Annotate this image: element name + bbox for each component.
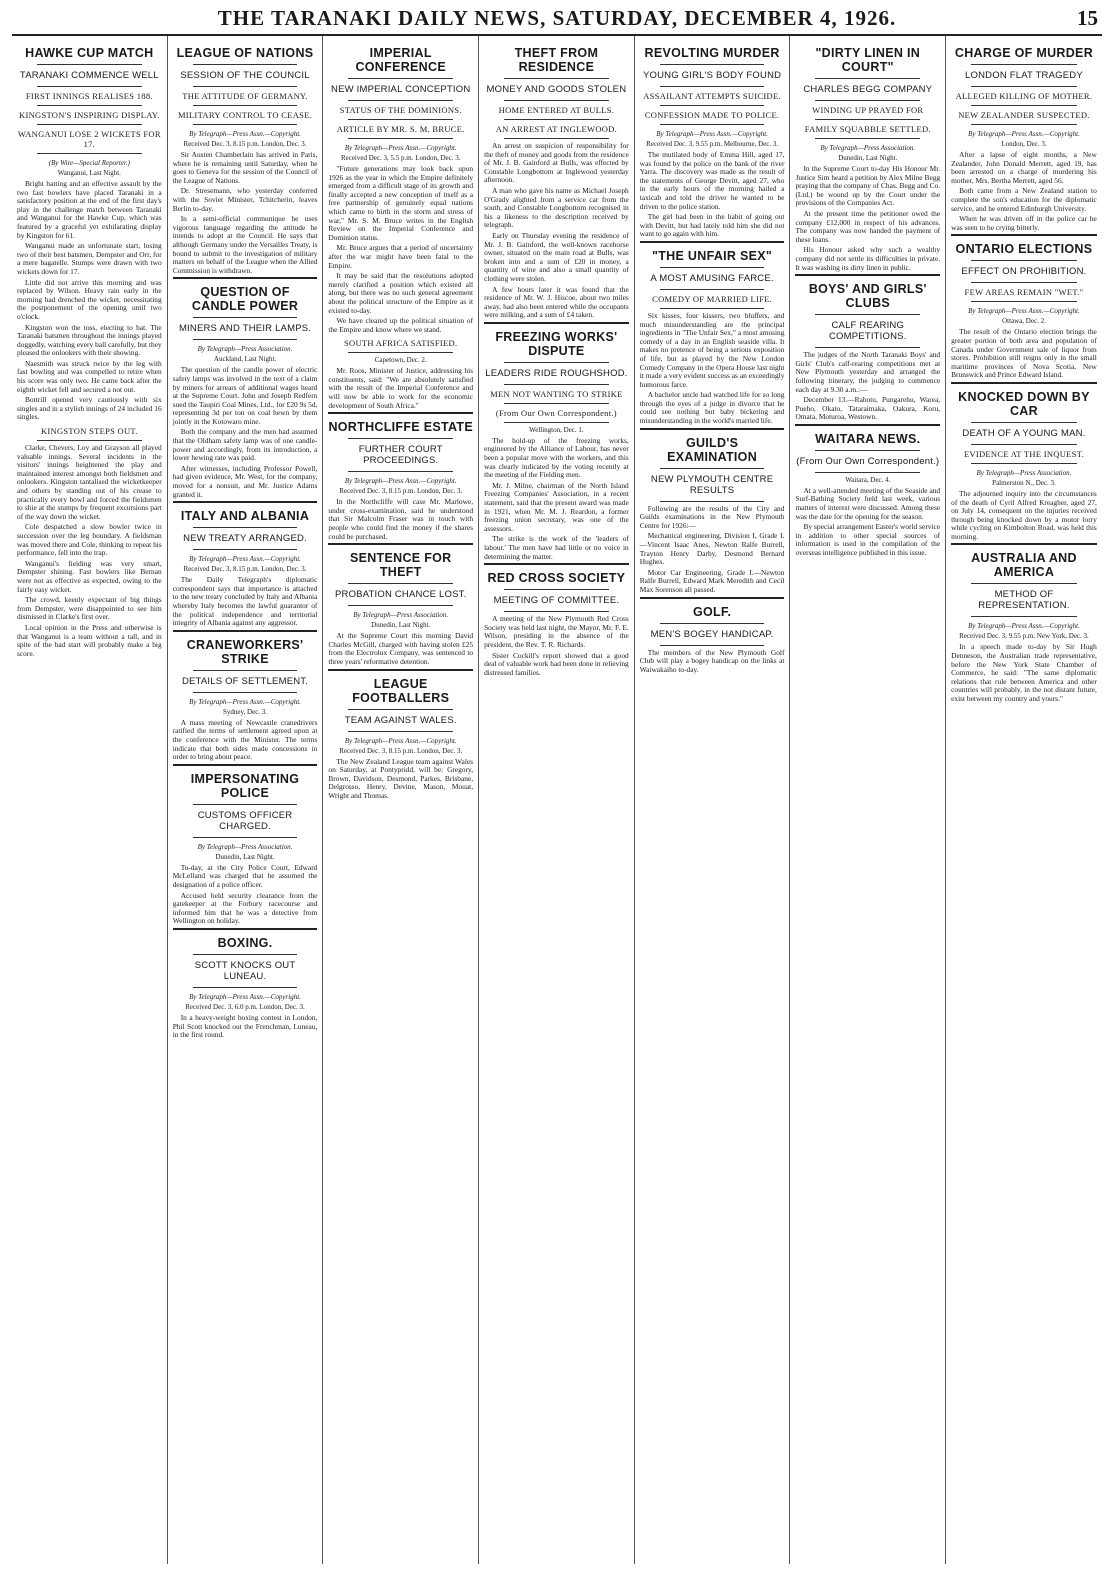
divider: [348, 438, 453, 439]
divider: [193, 692, 298, 693]
article-subheading: PROBATION CHANCE LOST.: [334, 589, 467, 601]
divider: [660, 64, 765, 65]
divider: [193, 804, 298, 805]
divider: [348, 709, 453, 710]
article-headline: BOYS' AND GIRLS' CLUBS: [808, 282, 927, 311]
article-received: Received Dec. 3, 8.15 p.m. London, Dec. 3.: [339, 487, 463, 496]
article-subheading: MINERS AND THEIR LAMPS.: [178, 323, 312, 335]
column-4: [479, 36, 635, 1564]
divider: [971, 86, 1077, 87]
divider: [348, 78, 453, 79]
article-paragraph: December 13.—Rahotu, Pungarehu, Warea, Pueho, Okato, Tataraimaka, Oakura, Koru, Omata, Moturoa, Westown.: [795, 395, 941, 422]
article-dateline: By Telegraph—Press Assn.—Copyright.: [968, 622, 1080, 631]
article-headline: GUILD'S EXAMINATION: [667, 435, 758, 464]
article-headline: GOLF.: [692, 604, 732, 619]
article: [328, 338, 473, 410]
article: [640, 597, 785, 675]
article-paragraph: A bachelor uncle had watched life for so long through the eyes of a judge in divorce that he could see nothing but baby bickering and misunderstanding in the world's married life.: [639, 390, 785, 426]
article-subheading: MEETING OF COMMITTEE.: [493, 595, 620, 607]
divider: [971, 583, 1077, 584]
article: [328, 412, 473, 541]
divider: [193, 339, 298, 340]
divider: [193, 527, 298, 528]
article-subheading: MEN'S BOGEY HANDICAP.: [650, 628, 774, 640]
article-dateline: By Telegraph—Press Assn.—Copyright.: [656, 130, 768, 138]
article-paragraph: Sir Austen Chamberlain has arrived in Paris, where he is remaining until Saturday, when he goes to Geneva for the session of the Council of the League of Nations.: [172, 150, 318, 185]
article-paragraph: Bottrill opened very cautiously with six singles and in a stylish innings of 24 included 16 singles.: [17, 395, 162, 422]
divider: [193, 837, 298, 838]
article-headline: AUSTRALIA AND AMERICA: [971, 551, 1077, 580]
divider: [660, 468, 765, 469]
divider: [193, 86, 298, 87]
divider: [815, 138, 920, 139]
article-received: Received Dec. 3, 6.0 p.m. London, Dec. 3.: [185, 1002, 305, 1011]
article-subheading: MILITARY CONTROL TO CEASE.: [177, 110, 313, 120]
page-number: 15: [1077, 6, 1098, 30]
article-paragraph: A mass meeting of Newcastle cranedrivers ratified the terms of settlement agreed upon at the conference with the Minister. The terms indicate that both sides made concessions in order to bring about peace.: [172, 717, 318, 762]
article-subheading: METHOD OF REPRESENTATION.: [978, 589, 1070, 612]
article-paragraph: A meeting of the New Plymouth Red Cross Society was held last night, the Mayor, Mr. F. E. Wilson, presiding in the absence of the president, the Rev. T. R. Richards.: [484, 614, 629, 649]
article-dateline: By Telegraph—Press Assn.—Copyright.: [189, 555, 301, 564]
divider: [348, 731, 453, 732]
article-subheading: EVIDENCE AT THE INQUEST.: [963, 448, 1084, 459]
article-paragraph: The adjourned inquiry into the circumstances of the death of Cyril Alfred Kreagher, aged 27, on July 14, consequent on the injuries received through being knocked down by a motor lorry while cycling on Kimbolton Road, was held this morning.: [951, 488, 1097, 541]
article-received: Dunedin, Last Night.: [215, 852, 275, 861]
article-paragraph: Little did not arrive this morning and was replaced by Wilson. Heavy rain early in the morning had drenched the wicket, necessitating the postponement of the opening until two o'clock.: [17, 277, 162, 321]
article: [640, 46, 785, 239]
article-subheading: WINDING UP PRAYED FOR: [812, 105, 924, 115]
article-received: Ottawa, Dec. 2.: [1002, 317, 1046, 326]
article-subheading: AN ARREST AT INGLEWOOD.: [495, 124, 618, 134]
article-received: Dunedin, Last Night.: [838, 154, 898, 162]
article-paragraph: In a speech made to-day by Sir Hugh Denneson, the Australian trade representative, before the New York State Chamber of Commerce, he said: "The same diplomatic relations that rule between America and other countries will probably, in the not distant future, exist between my country and yours.": [951, 642, 1097, 704]
article-received: Received Dec. 3, 9.55 p.m. New York, Dec. 3.: [959, 632, 1089, 641]
article-dateline: By Telegraph—Press Assn.—Copyright.: [189, 130, 301, 138]
divider: [971, 282, 1077, 283]
article-subheading: KINGSTON STEPS OUT.: [40, 426, 138, 437]
article-received: Wanganui, Last Night.: [57, 169, 121, 177]
article-dateline: By Telegraph—Press Association.: [353, 611, 449, 620]
divider: [348, 605, 453, 606]
article: [951, 46, 1097, 232]
divider: [37, 124, 142, 125]
article-paragraph: In the Northcliffe will case Mr. Marlowe, under cross-examination, said he understood that Sir Malcolm Fraser was in touch with people who could find the money if the shares could be purchased.: [328, 497, 474, 541]
article-paragraph: At the Supreme Court this morning David Charles McGill, charged with having stolen £25 from the Electrolux Company, was sentenced to three years' reformative detention.: [328, 631, 474, 666]
column-7: [946, 36, 1102, 1564]
article: [640, 428, 785, 595]
divider: [660, 289, 765, 290]
article-received: Received Dec. 3, 8.15 p.m. London, Dec. 3.: [183, 565, 307, 574]
article-paragraph: Accused held security clearance from the gatekeeper at the Forbury racecourse and informed him that he was a detective from Wellington on holiday.: [172, 890, 318, 926]
article-paragraph: Mr. Roos, Minister of Justice, addressing his constituents, said: "We are absolutely satisfied with the result of the Imperial Conference and will now be able to work for the economic development of South Africa.": [328, 366, 474, 410]
article-subheading: WANGANUI LOSE 2 WICKETS FOR 17.: [17, 129, 161, 149]
article-subheading: EFFECT ON PROHIBITION.: [961, 266, 1087, 278]
article-paragraph: The strike is the work of the 'leaders of labour.' The men have had little or no voice in determining the matter.: [484, 534, 629, 561]
divider: [193, 549, 298, 550]
article-dateline: By Telegraph—Press Association.: [197, 842, 293, 851]
article-headline: IMPERIAL CONFERENCE: [355, 46, 446, 74]
article-subheading: SESSION OF THE COUNCIL: [180, 70, 310, 81]
article-received: Received Dec. 3, 8.15 p.m. London, Dec. 3.: [339, 746, 463, 755]
article-subheading: KINGSTON'S INSPIRING DISPLAY.: [19, 110, 160, 120]
divider: [660, 267, 765, 268]
article-paragraph: Kingston won the toss, electing to bat. The Taranaki batsmen throughout the innings played doggedly, watching every ball carefully, but they pleased the onlookers with their showing.: [17, 322, 162, 358]
article-subheading: ARTICLE BY MR. S. M. BRUCE.: [336, 124, 465, 134]
article-subheading: DETAILS OF SETTLEMENT.: [181, 675, 309, 687]
divider: [660, 86, 765, 87]
article-paragraph: "Future generations may look back upon 1926 as the year in which the Empire definitely emerged from a difficult stage of its growth and finally accepted a new conception of itself as a free partnership of genuinely equal nations which came to birth in the storm and stress of war," Mr. S. M. Bruce writes in the English Review on the Imperial Conference and Dominion status.: [328, 164, 474, 242]
article-paragraph: The Daily Telegraph's diplomatic correspondent says that importance is attached to the new treaty concluded by Italy and Albania whereby Italy becomes the lawful guarantor of the political independence and territorial integrity of Albania against any aggressor.: [172, 575, 318, 628]
column-6: [790, 36, 946, 1564]
article-headline: KNOCKED DOWN BY CAR: [958, 389, 1090, 418]
article: [640, 241, 785, 426]
article-subheading: FAMILY SQUABBLE SETTLED.: [804, 124, 931, 134]
article-paragraph: The crowd, keenly expectant of big things from Dempster, were disappointed to see him dismissed in Clarke's first over.: [17, 595, 162, 622]
article-dateline: By Telegraph—Press Assn.—Copyright.: [189, 697, 301, 706]
article: [328, 669, 473, 801]
article-paragraph: Mechanical engineering, Division I, Grade I.—Vincent Isaac Anes, Newton Ralfe Burrell, Trayton Henry Darby, Desmond Bernard Hughes.: [639, 531, 785, 567]
article-subheading: ASSAILANT ATTEMPTS SUICIDE.: [643, 91, 781, 101]
article-received: Sydney, Dec. 3.: [222, 707, 268, 716]
article-subheading: SCOTT KNOCKS OUT LUNEAU.: [194, 959, 296, 982]
article-subheading: FEW AREAS REMAIN "WET.": [964, 287, 1084, 298]
article-subheading: DEATH OF A YOUNG MAN.: [962, 427, 1086, 439]
article-paragraph: A man who gave his name as Michael Joseph O'Grady alighted from a service car from the south, and Constable Longbottom recognised in his a likeness to the description received by telegraph.: [484, 185, 629, 230]
article: [173, 501, 318, 628]
article-paragraph: After witnesses, including Professor Powell, had given evidence, Mr. West, for the company, moved for a nonsuit, and Mr. Justice Adams granted it.: [172, 463, 318, 499]
article-paragraph: The New Zealand League team against Wales on Saturday, at Pontypridd, will be: Gregory, Brown, Davidson, Desmond, Parkes, Brisbane, Delgrosso, Henry, Devine, Mason, Mouat, Wright and Thomas.: [328, 756, 474, 800]
article-paragraph: The result of the Ontario election brings the greater portion of both area and population of Canada under Government sale of liquor from stores. Prohibition still reigns only in the small maritime provinces of Nova Scotia, New Brunswick and Prince Edward Island.: [951, 327, 1097, 380]
article: [951, 543, 1097, 703]
article-subheading: SOUTH AFRICA SATISFIED.: [344, 338, 458, 349]
article-headline: SENTENCE FOR THEFT: [349, 551, 452, 580]
divider: [348, 138, 453, 139]
article-dateline: By Telegraph—Press Assn.—Copyright.: [344, 477, 457, 486]
article-paragraph: The girl had been in the habit of going out with Devitt, but had lately told him she did not want to go again with him.: [639, 212, 785, 239]
article-subheading: CUSTOMS OFFICER CHARGED.: [197, 809, 293, 832]
article-subheading: MONEY AND GOODS STOLEN: [486, 84, 627, 95]
article: [173, 630, 318, 762]
article-headline: BOXING.: [217, 935, 273, 950]
article-paragraph: Early on Thursday evening the residence of Mr. J. B. Gainford, the well-known racehorse owner, situated on the main road at Bulls, was broken into and a sum of £20 in money, a quantity of wine and also a small quantity of clothing were stolen.: [484, 230, 629, 283]
article-headline: FREEZING WORKS' DISPUTE: [495, 329, 618, 358]
divider: [971, 124, 1077, 125]
article-headline: "THE UNFAIR SEX": [652, 248, 773, 263]
article-paragraph: In a semi-official communique he uses vigorous language regarding the attitude he intends to adopt at the Council. He says that although Germany under the Versailles Treaty, is bound to submit to the investigation of military matters on behalf of the League when the Allied Commission is withdrawn.: [172, 214, 318, 275]
article-paragraph: Mr. Bruce argues that a period of uncertainty after the war might have been fatal to the Empire.: [328, 243, 474, 270]
divider: [348, 583, 453, 584]
divider: [504, 422, 609, 423]
article-subheading: LEADERS RIDE ROUGHSHOD.: [485, 367, 628, 379]
article-headline: ONTARIO ELECTIONS: [955, 242, 1093, 257]
divider: [37, 64, 142, 65]
newspaper-page: [12, 0, 1102, 1569]
article-paragraph: By special arrangement Easter's world service in addition to other special sources of information is used in the compilation of the overseas intelligence published in this issue.: [795, 522, 941, 558]
article-subheading: A MOST AMUSING FARCE.: [650, 272, 774, 284]
article-subheading: CHARLES BEGG COMPANY: [803, 84, 933, 95]
divider: [971, 301, 1077, 302]
article-subheading: LONDON FLAT TRAGEDY: [965, 70, 1083, 81]
article-paragraph: At a well-attended meeting of the Seaside and Surf-Bathing Society held last week, various matters of interest were discussed. Among these was the date for the opening for the season.: [795, 485, 941, 521]
article-paragraph: Wanganui's fielding was very smart, Dempster shining. Fast bowlers like Bernan were not as effective as expected, owing to the fairly easy wicket.: [17, 558, 162, 594]
article-subheading: (From Our Own Correspondent.): [796, 455, 940, 467]
article: [795, 424, 940, 558]
article-received: Received Dec. 3, 8.15 p.m. London, Dec. 3.: [183, 140, 307, 148]
divider: [660, 308, 765, 309]
article-paragraph: It may be said that the resolutions adopted merely clarified a position which existed all along, but there was no such general agreement about the political structure of the Empire as it existed to-day.: [328, 271, 474, 315]
article-received: Palmerston N., Dec. 3.: [992, 478, 1056, 487]
article-subheading: FIRST INNINGS REALISES 188.: [25, 91, 153, 101]
divider: [348, 119, 453, 120]
article: [328, 543, 473, 666]
divider: [815, 314, 920, 315]
article: [484, 563, 629, 677]
article-received: Dunedin, Last Night.: [371, 621, 431, 630]
divider: [37, 440, 142, 441]
divider: [504, 611, 609, 612]
article-paragraph: A few hours later it was found that the residence of Mr. W. J. Hiscoe, about two miles away, had also been entered while the occupants were milking, and a sum of £4 taken.: [484, 284, 629, 320]
article-subheading: STATUS OF THE DOMINIONS.: [339, 105, 462, 115]
divider: [37, 105, 142, 106]
divider: [37, 153, 142, 154]
divider: [193, 670, 298, 671]
divider: [193, 317, 298, 318]
divider: [660, 105, 765, 106]
article-headline: "DIRTY LINEN IN COURT": [815, 46, 921, 74]
article: [795, 274, 940, 422]
divider: [193, 124, 298, 125]
article-headline: IMPERSONATING POLICE: [190, 771, 300, 800]
article-subheading: NEW ZEALANDER SUSPECTED.: [958, 110, 1090, 120]
masthead-title: THE TARANAKI DAILY NEWS, SATURDAY, DECEMBER 4, 1926.: [217, 6, 897, 30]
divider: [504, 362, 609, 363]
divider: [504, 589, 609, 590]
article-paragraph: Mr. J. Milne, chairman of the North Island Freezing Companies' Association, in a recent statement, said that the present award was made in 1921, when Mr. M. J. Reardon, a former freezing union secretary, was one of the assessors.: [484, 480, 629, 533]
article-subheading: (From Our Own Correspondent.): [495, 407, 617, 418]
article-paragraph: The judges of the North Taranaki Boys' and Girls' Club's calf-rearing competitions met at New Plymouth yesterday and arranged the following itinerary, the judging to commence each day at 9.30 a.m.:—: [795, 350, 941, 394]
column-2: [168, 36, 324, 1564]
article-headline: NORTHCLIFFE ESTATE: [328, 420, 473, 435]
article-dateline: By Telegraph—Press Assn.—Copyright.: [968, 307, 1080, 316]
article: [173, 277, 318, 499]
masthead: [12, 0, 1102, 36]
article: [173, 764, 318, 926]
divider: [660, 501, 765, 502]
article-dateline: By Telegraph—Press Association.: [820, 144, 916, 152]
divider: [971, 444, 1077, 445]
article-subheading: ALLEGED KILLING OF MOTHER.: [955, 91, 1093, 101]
divider: [660, 124, 765, 125]
article: [484, 46, 629, 320]
article-paragraph: Six kisses, four kissers, two bluffers, and much misunderstanding are the principal ingredients in "The Unfair Sex," a most amusing comedy of a day in an English seaside villa. It makes no pretence of being a serious exposition of life, but as played by the New London Comedy Company in the Opera House last night it made a very evident success as an exceedingly humorous farce.: [639, 310, 785, 389]
article-received: Received Dec. 3, 5.5 p.m. London, Dec. 3.: [340, 154, 461, 162]
article-subheading: CONFESSION MADE TO POLICE.: [644, 110, 780, 120]
article-paragraph: The members of the New Plymouth Golf Club will play a bogey handicap on the links at Waiwakaiho to-day.: [639, 647, 785, 674]
article-subheading: FURTHER COURT PROCEEDINGS.: [358, 444, 443, 467]
divider: [193, 105, 298, 106]
article-paragraph: Both came from a New Zealand station to complete the son's education for the diplomatic service, and he entered Edinburgh University.: [951, 186, 1097, 213]
divider: [193, 987, 298, 988]
divider: [815, 472, 920, 473]
article-headline: CHARGE OF MURDER: [954, 46, 1094, 60]
article-subheading: YOUNG GIRL'S BODY FOUND: [642, 70, 782, 81]
article-subheading: NEW TREATY ARRANGED.: [183, 533, 307, 545]
article-paragraph: After a lapse of eight months, a New Zealander, John Donald Merrett, aged 19, has been arrested on a charge of murdering his mother, Mrs. Bertha Merrett, aged 56.: [951, 150, 1097, 185]
article-headline: HAWKE CUP MATCH: [25, 46, 154, 60]
article-subheading: THE ATTITUDE OF GERMANY.: [182, 91, 308, 101]
divider: [193, 64, 298, 65]
article-paragraph: Bright batting and an effective assault by the two fast bowlers have placed Taranaki in a satisfactory position at the end of the first day's play in the challenge match between Taranaki and Wanganui for the Hawke Cup, which was featured by a graceful yet exhilarating display by Kingston for 61.: [17, 179, 162, 240]
divider: [815, 100, 920, 101]
article-headline: QUESTION OF CANDLE POWER: [191, 285, 299, 314]
divider: [193, 954, 298, 955]
article-dateline: By Telegraph—Press Association.: [976, 468, 1072, 477]
article-headline: REVOLTING MURDER: [644, 46, 780, 60]
article-dateline: By Telegraph—Press Assn.—Copyright.: [344, 144, 457, 152]
columns: [12, 36, 1102, 1564]
article-subheading: CALF REARING COMPETITIONS.: [829, 320, 907, 343]
article-received: Wellington, Dec. 1.: [529, 425, 584, 434]
article-paragraph: The question of the candle power of electric safety lamps was involved in the text of a claim by miners for arrears of additional wages heard at the Supreme Court. John and Joseph Redfern sued the Taupiri Coal Mines, Ltd., for £20 9s 5d, representing 3d per ton on coal hewn by them jointly in the Kotowaro mine.: [172, 365, 318, 426]
article-subheading: NEW PLYMOUTH CENTRE RESULTS: [650, 473, 774, 496]
divider: [971, 422, 1077, 423]
article-subheading: COMEDY OF MARRIED LIFE.: [652, 293, 773, 304]
article-dateline: By Telegraph—Press Assn.—Copyright.: [189, 992, 301, 1001]
article-paragraph: Cole despatched a slow bowler twice in succession over the leg boundary. A fieldsman was moved there and Cole, thinking to repeat his performance, fell into the trap.: [17, 522, 162, 558]
article-received: Auckland, Last Night.: [213, 355, 277, 364]
article-paragraph: To-day, at the City Police Court, Edward McLelland was charged that he assumed the designation of a police officer.: [172, 862, 318, 889]
divider: [504, 403, 609, 404]
divider: [504, 100, 609, 101]
article-paragraph: Dr. Stresemann, who yesterday conferred with the Soviet Minister, Tchitcherin, leaves Berlin to-day.: [172, 186, 318, 213]
article: [173, 46, 318, 275]
divider: [660, 623, 765, 624]
article-dateline: By Telegraph—Press Association.: [197, 345, 293, 354]
article-headline: WAITARA NEWS.: [815, 431, 921, 446]
divider: [348, 352, 453, 353]
article: [951, 382, 1097, 542]
article-paragraph: At the present time the petitioner owed the company £12,000 in respect of his advances. The company was now handed the payment of these loans.: [795, 208, 941, 244]
divider: [815, 78, 920, 79]
article-paragraph: Naesmith was struck twice by the leg with fast bowling and was compelled to retire when his score was only two. He came back after the eighth wicket fell and secured a not out.: [17, 358, 162, 394]
divider: [504, 138, 609, 139]
article-headline: LEAGUE OF NATIONS: [176, 46, 314, 60]
article-dateline: By Telegraph—Press Assn.—Copyright.: [344, 736, 457, 745]
divider: [971, 616, 1077, 617]
article-paragraph: We have cleared up the political situation of the Empire and know where we stand.: [328, 316, 474, 334]
article-subheading: TEAM AGAINST WALES.: [344, 714, 457, 726]
article-paragraph: Sister Cockill's report showed that a good deal of valuable work had been done in relieving distressed families.: [484, 650, 629, 677]
article-headline: CRANEWORKERS' STRIKE: [186, 637, 304, 666]
article-paragraph: The mutilated body of Emma Hill, aged 17, was found by the police on the bank of the river Yarra. The discovery was made as the result of the statements of George Devitt, aged 27, who in the early hours of the morning hailed a taxicab and told the driver he wanted to be driven to the police station.: [639, 150, 785, 211]
article: [173, 928, 318, 1040]
article-paragraph: Motor Car Engineering, Grade I.—Newton Ralfe Burrell, Edward Mark Meredith and Cecil Max Sorenson all passed.: [639, 567, 785, 594]
article-subheading: MEN NOT WANTING TO STRIKE: [490, 388, 623, 399]
article-paragraph: His Honour asked why such a wealthy company did not settle its difficulties in private. It was washing its dirty linen in public.: [795, 245, 941, 272]
article-headline: ITALY AND ALBANIA: [180, 509, 310, 524]
article-received: Waitara, Dec. 4.: [845, 475, 891, 484]
column-3: [323, 36, 479, 1564]
column-1: [12, 36, 168, 1564]
divider: [504, 384, 609, 385]
article-received: Received Dec. 3, 9.55 p.m. Melbourne, Dec. 3.: [646, 140, 779, 148]
divider: [971, 260, 1077, 261]
article-received: London, Dec. 3.: [1001, 140, 1047, 148]
article-subheading: TARANAKI COMMENCE WELL: [19, 70, 159, 81]
article-subheading: HOME ENTERED AT BULLS.: [498, 105, 615, 115]
article-headline: LEAGUE FOOTBALLERS: [352, 676, 450, 705]
article-headline: THEFT FROM RESIDENCE: [514, 46, 599, 74]
article: [795, 46, 940, 272]
divider: [348, 471, 453, 472]
article-paragraph: The hold-up of the freezing works, engineered by the Alliance of Labour, has never been a popular move with the workers, and this was clearly indicated by the voting recently at the meeting of the Fielding men.: [484, 435, 629, 480]
article-headline: RED CROSS SOCIETY: [487, 571, 626, 586]
divider: [504, 78, 609, 79]
divider: [971, 463, 1077, 464]
article: [17, 426, 162, 658]
divider: [815, 347, 920, 348]
divider: [660, 645, 765, 646]
article-dateline: By Telegraph—Press Assn.—Copyright.: [968, 130, 1080, 138]
column-5: [635, 36, 791, 1564]
article: [17, 46, 162, 422]
article-paragraph: In the Supreme Court to-day His Honour Mr. Justice Sim heard a petition by Alex Milne Begg praying that the company of Chas. Begg and Co. (Ltd.) be wound up by the Court under the provisions of the Companies Act.: [795, 164, 941, 208]
article-paragraph: Both the company and the men had assumed that the Oldham safety lamp was of one candle-power and accordingly, from its introduction, a lower hewing rate was paid.: [172, 427, 318, 463]
article-received: Capetown, Dec. 2.: [374, 356, 427, 365]
divider: [815, 119, 920, 120]
article-paragraph: When he was driven off in the police car he was seen to be crying bitterly.: [951, 214, 1097, 232]
article: [328, 46, 473, 334]
article-paragraph: An arrest on suspicion of responsibility for the theft of money and goods from the residence of Mr. J. B. Gainford at Bulls, was effected by Constable Longbottom at Inglewood yesterday afternoon.: [484, 141, 629, 185]
article: [951, 234, 1097, 380]
divider: [348, 100, 453, 101]
article-paragraph: Following are the results of the City and Guilds examinations in the New Plymouth Centre for 1926:—: [639, 503, 785, 530]
divider: [815, 450, 920, 451]
article: [484, 322, 629, 561]
divider: [971, 64, 1077, 65]
article-paragraph: Local opinion in the Press and otherwise is that Wanganui is a team without a tall, and in spite of the bad start will probably make a big score.: [17, 622, 162, 658]
article-paragraph: Clarke, Chevers, Loy and Grayson all played valuable innings. Several incidents in the visitors' innings heightened the play and maintained interest amongst both fieldsmen and onlookers. Kingston tantalised the wicketkeeper and others by standing out of his crease to practically every bowl and forced the fieldsmen to shie at the stumps by frequent excursions part of the way down the wicket.: [17, 443, 162, 521]
article-paragraph: Wanganui made an unfortunate start, losing two of their best batsmen, Dempster and Orr, for a mere bagatelle. Stumps were drawn with two wickets down for 17.: [17, 241, 162, 276]
divider: [37, 86, 142, 87]
article-subheading: NEW IMPERIAL CONCEPTION: [331, 84, 471, 95]
article-dateline: (By Wire—Special Reporter.): [48, 159, 130, 167]
divider: [504, 119, 609, 120]
divider: [971, 105, 1077, 106]
article-paragraph: In a heavy-weight boxing contest in London, Phil Scott knocked out the Frenchman, Luneau, in the first round.: [172, 1012, 318, 1040]
